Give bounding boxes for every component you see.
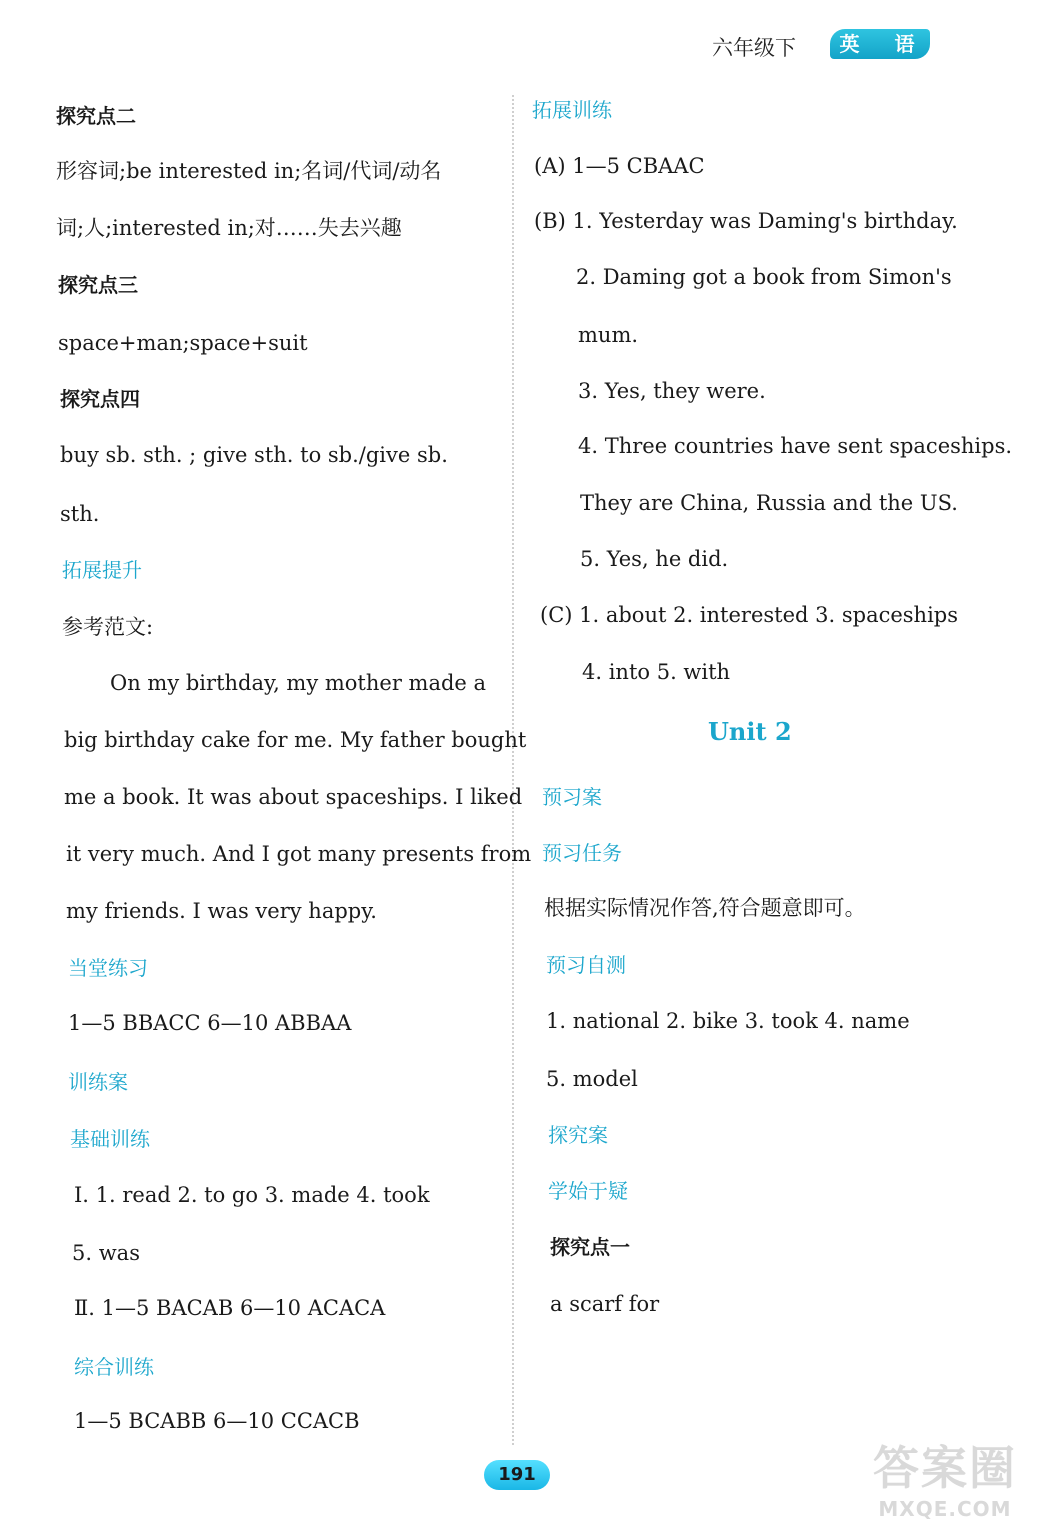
answer-line: Ⅱ. 1—5 BACAB 6—10 ACACA — [74, 1296, 386, 1320]
answer-line: They are China, Russia and the US. — [580, 491, 958, 515]
grade-label: 六年级下 — [712, 36, 796, 60]
section-title: 预习自测 — [546, 953, 626, 977]
answer-line: 4. Three countries have sent spaceships. — [578, 434, 1013, 458]
answer-line: 5. was — [72, 1241, 140, 1265]
watermark-bottom: MXQE.COM — [878, 1497, 1012, 1521]
column-divider — [512, 95, 514, 1445]
essay-line: my friends. I was very happy. — [66, 899, 377, 923]
answer-line: 1. national 2. bike 3. took 4. name — [546, 1009, 910, 1033]
text-line: buy sb. sth. ; give sth. to sb./give sb. — [60, 443, 448, 467]
section-title: 训练案 — [68, 1070, 128, 1094]
page-number: 191 — [484, 1460, 550, 1490]
section-title: 拓展提升 — [62, 558, 142, 582]
section-title: 探究案 — [548, 1123, 608, 1147]
answer-line: 2. Daming got a book from Simon's — [576, 265, 952, 289]
answer-line: 1—5 BBACC 6—10 ABBAA — [68, 1011, 352, 1035]
answer-line: (B) 1. Yesterday was Daming's birthday. — [534, 209, 958, 233]
answer-line: 5. model — [546, 1067, 638, 1091]
section-title: 基础训练 — [70, 1127, 150, 1151]
subject-badge: 英 语 — [830, 29, 930, 59]
watermark-top: 答案圈 — [873, 1441, 1017, 1495]
answer-line: a scarf for — [550, 1292, 660, 1316]
section-title: 综合训练 — [74, 1355, 154, 1379]
text-line: 词;人;interested in;对……失去兴趣 — [56, 216, 402, 240]
answer-line: (C) 1. about 2. interested 3. spaceships — [540, 603, 959, 627]
text-line: space+man;space+suit — [58, 331, 308, 355]
section-title: 预习案 — [542, 785, 602, 809]
answer-line: (A) 1—5 CBAAC — [534, 154, 705, 178]
section-title: 预习任务 — [542, 841, 622, 865]
answer-line: 4. into 5. with — [582, 660, 731, 684]
text-line: 根据实际情况作答,符合题意即可。 — [544, 896, 866, 920]
answer-line: 1—5 BCABB 6—10 CCACB — [74, 1409, 360, 1433]
text-line: 参考范文: — [62, 615, 154, 639]
essay-line: me a book. It was about spaceships. I liked — [64, 785, 523, 809]
section-heading: 探究点二 — [56, 104, 136, 128]
essay-line: big birthday cake for me. My father bought — [64, 728, 527, 752]
section-heading: 探究点一 — [550, 1235, 630, 1259]
section-title: 拓展训练 — [532, 98, 612, 122]
answer-line: mum. — [578, 323, 639, 347]
answer-line: 5. Yes, he did. — [580, 547, 729, 571]
watermark — [860, 1440, 1030, 1530]
text-line: sth. — [60, 502, 100, 526]
answer-line: Ⅰ. 1. read 2. to go 3. made 4. took — [74, 1183, 430, 1207]
answer-line: 3. Yes, they were. — [578, 379, 766, 403]
essay-line: On my birthday, my mother made a — [110, 671, 487, 695]
section-heading: 探究点四 — [60, 387, 140, 411]
essay-line: it very much. And I got many presents from — [66, 842, 532, 866]
text-line: 形容词;be interested in;名词/代词/动名 — [56, 159, 442, 183]
unit-title: Unit 2 — [708, 717, 792, 746]
section-title: 当堂练习 — [68, 956, 148, 980]
section-heading: 探究点三 — [58, 273, 138, 297]
section-title: 学始于疑 — [548, 1179, 628, 1203]
